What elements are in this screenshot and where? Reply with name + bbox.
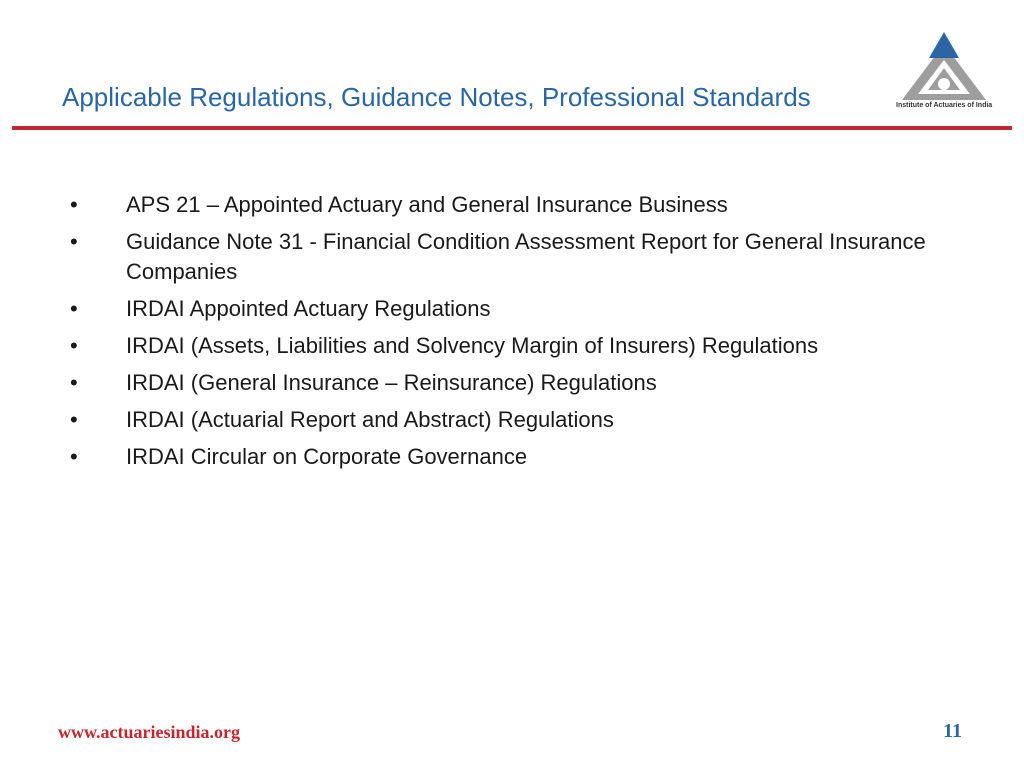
bullet-list	[62, 190, 962, 479]
footer-website-link[interactable]: www.actuariesindia.org	[58, 722, 240, 742]
list-item	[62, 227, 962, 287]
list-item-text: IRDAI (Assets, Liabilities and Solvency Margin of Insurers) Regulations	[126, 333, 819, 358]
list-item-text: IRDAI Circular on Corporate Governance	[126, 444, 528, 469]
page-number: 11	[943, 720, 962, 742]
logo-caption: Institute of Actuaries of India	[896, 102, 993, 109]
list-item-text: APS 21 – Appointed Actuary and General Insurance Business	[126, 192, 728, 217]
list-item	[62, 331, 962, 361]
bullet-icon: •	[70, 192, 78, 217]
list-item	[62, 368, 962, 398]
iai-logo-icon	[896, 28, 992, 104]
bullet-icon: •	[70, 296, 78, 321]
list-item-text: IRDAI (Actuarial Report and Abstract) Regulations	[126, 407, 614, 432]
title-divider	[12, 126, 1012, 130]
list-item	[62, 442, 962, 472]
list-item	[62, 405, 962, 435]
list-item-text: IRDAI (General Insurance – Reinsurance) Regulations	[126, 370, 657, 395]
bullet-icon: •	[70, 333, 78, 358]
iai-logo	[896, 28, 992, 114]
list-item-text: Guidance Note 31 - Financial Condition Assessment Report for General Insurance Companies	[126, 229, 926, 284]
bullet-icon: •	[70, 370, 78, 395]
list-item-text: IRDAI Appointed Actuary Regulations	[126, 296, 491, 321]
list-item	[62, 294, 962, 324]
bullet-icon: •	[70, 444, 78, 469]
bullet-icon: •	[70, 229, 78, 254]
list-item	[62, 190, 962, 220]
slide-title: Applicable Regulations, Guidance Notes, Professional Standards	[62, 82, 811, 112]
bullet-icon: •	[70, 407, 78, 432]
